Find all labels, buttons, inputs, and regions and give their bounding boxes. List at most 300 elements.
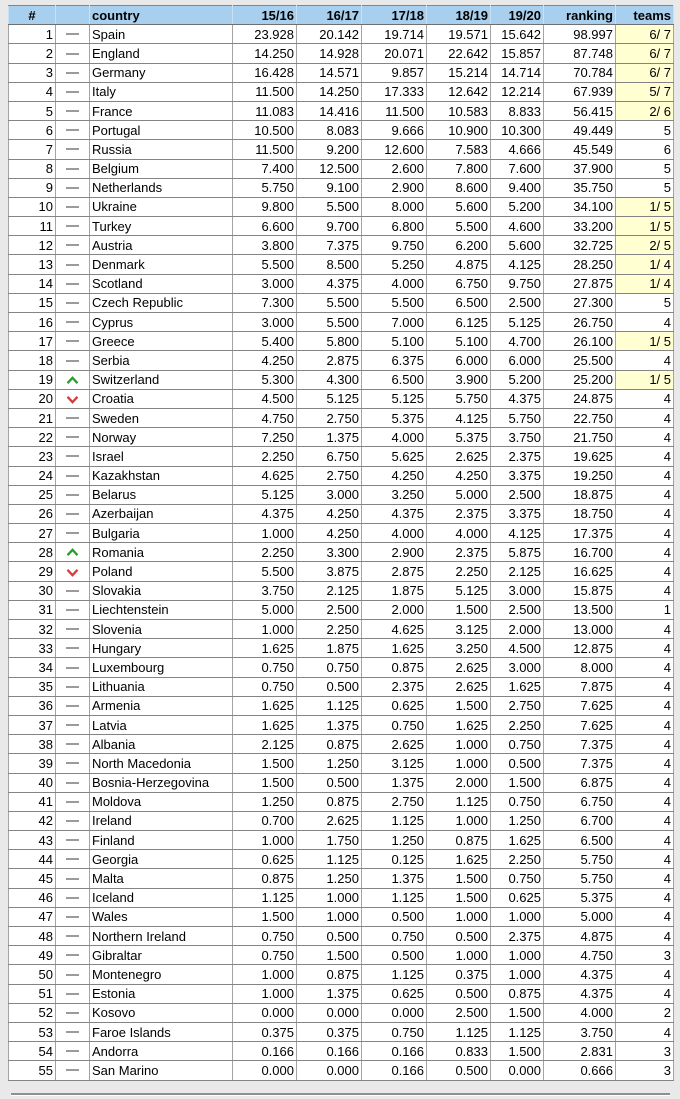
teams-cell: 6/ 7 xyxy=(616,63,674,82)
teams-cell: 4 xyxy=(616,965,674,984)
rank-cell: 2 xyxy=(9,44,56,63)
season-cell: 9.800 xyxy=(233,197,297,216)
movement-cell xyxy=(56,466,90,485)
season-cell: 1.000 xyxy=(427,754,491,773)
dash-icon xyxy=(66,782,79,784)
ranking-cell: 6.700 xyxy=(544,811,616,830)
season-cell: 4.000 xyxy=(362,524,427,543)
movement-cell xyxy=(56,63,90,82)
table-row xyxy=(9,428,674,447)
season-cell: 1.500 xyxy=(491,1042,544,1061)
dash-icon xyxy=(66,148,79,150)
season-cell: 5.750 xyxy=(233,178,297,197)
country-cell: Romania xyxy=(90,543,233,562)
season-cell: 6.750 xyxy=(427,274,491,293)
season-cell: 1.500 xyxy=(427,600,491,619)
season-cell: 14.928 xyxy=(297,44,362,63)
teams-cell: 4 xyxy=(616,831,674,850)
rank-cell: 41 xyxy=(9,792,56,811)
season-cell: 5.875 xyxy=(491,543,544,562)
ranking-cell: 16.700 xyxy=(544,543,616,562)
movement-cell xyxy=(56,101,90,120)
ranking-cell: 4.875 xyxy=(544,927,616,946)
country-ranking-table xyxy=(8,5,674,1081)
dash-icon xyxy=(66,1069,79,1071)
movement-cell xyxy=(56,293,90,312)
ranking-cell: 49.449 xyxy=(544,121,616,140)
season-cell: 5.625 xyxy=(362,447,427,466)
movement-cell xyxy=(56,639,90,658)
country-cell: Poland xyxy=(90,562,233,581)
season-cell: 9.200 xyxy=(297,140,362,159)
season-cell: 0.833 xyxy=(427,1042,491,1061)
dash-icon xyxy=(66,686,79,688)
dash-icon xyxy=(66,532,79,534)
ranking-cell: 16.625 xyxy=(544,562,616,581)
ranking-cell: 18.750 xyxy=(544,504,616,523)
season-cell: 1.500 xyxy=(233,754,297,773)
dash-icon xyxy=(66,762,79,764)
season-cell: 0.500 xyxy=(491,754,544,773)
dash-icon xyxy=(66,743,79,745)
teams-cell: 3 xyxy=(616,946,674,965)
dash-icon xyxy=(66,53,79,55)
season-cell: 2.375 xyxy=(491,927,544,946)
country-cell: Lithuania xyxy=(90,677,233,696)
teams-cell: 4 xyxy=(616,581,674,600)
season-cell: 0.625 xyxy=(362,696,427,715)
season-cell: 2.250 xyxy=(233,543,297,562)
season-cell: 14.714 xyxy=(491,63,544,82)
rank-cell: 29 xyxy=(9,562,56,581)
country-cell: Georgia xyxy=(90,850,233,869)
table-row xyxy=(9,82,674,101)
season-cell: 3.375 xyxy=(491,504,544,523)
season-cell: 5.125 xyxy=(362,389,427,408)
season-cell: 5.200 xyxy=(491,370,544,389)
dash-icon xyxy=(66,494,79,496)
dash-icon xyxy=(66,417,79,419)
dash-icon xyxy=(66,667,79,669)
season-cell: 0.000 xyxy=(233,1061,297,1080)
dash-icon xyxy=(66,72,79,74)
season-cell: 3.000 xyxy=(491,581,544,600)
movement-cell xyxy=(56,600,90,619)
season-cell: 1.000 xyxy=(427,907,491,926)
season-cell: 9.100 xyxy=(297,178,362,197)
season-cell: 1.000 xyxy=(233,984,297,1003)
season-cell: 2.125 xyxy=(491,562,544,581)
table-row xyxy=(9,274,674,293)
table-row xyxy=(9,1003,674,1022)
dash-icon xyxy=(66,724,79,726)
teams-cell: 1/ 5 xyxy=(616,370,674,389)
season-cell: 2.600 xyxy=(362,159,427,178)
season-cell: 0.500 xyxy=(427,927,491,946)
movement-cell xyxy=(56,44,90,63)
ranking-cell: 7.625 xyxy=(544,696,616,715)
country-cell: Iceland xyxy=(90,888,233,907)
season-cell: 1.625 xyxy=(491,677,544,696)
table-row xyxy=(9,1061,674,1080)
rank-cell: 34 xyxy=(9,658,56,677)
country-cell: Belarus xyxy=(90,485,233,504)
movement-cell xyxy=(56,274,90,293)
season-cell: 5.100 xyxy=(427,332,491,351)
movement-cell xyxy=(56,696,90,715)
table-row xyxy=(9,984,674,1003)
season-cell: 1.500 xyxy=(297,946,362,965)
ranking-cell: 18.875 xyxy=(544,485,616,504)
ranking-cell: 6.500 xyxy=(544,831,616,850)
dash-icon xyxy=(66,302,79,304)
season-cell: 2.625 xyxy=(297,811,362,830)
table-row xyxy=(9,946,674,965)
table-row xyxy=(9,44,674,63)
season-cell: 7.600 xyxy=(491,159,544,178)
country-cell: Switzerland xyxy=(90,370,233,389)
movement-cell xyxy=(56,1042,90,1061)
season-cell: 0.500 xyxy=(362,907,427,926)
season-cell: 5.125 xyxy=(491,313,544,332)
season-cell: 14.571 xyxy=(297,63,362,82)
season-cell: 7.250 xyxy=(233,428,297,447)
season-cell: 4.125 xyxy=(491,524,544,543)
season-cell: 3.750 xyxy=(491,428,544,447)
season-cell: 3.800 xyxy=(233,236,297,255)
season-cell: 2.125 xyxy=(297,581,362,600)
table-row xyxy=(9,293,674,312)
table-row xyxy=(9,178,674,197)
season-cell: 0.000 xyxy=(491,1061,544,1080)
season-cell: 5.750 xyxy=(427,389,491,408)
season-cell: 20.142 xyxy=(297,25,362,44)
teams-cell: 5 xyxy=(616,293,674,312)
table-row xyxy=(9,715,674,734)
teams-cell: 2/ 5 xyxy=(616,236,674,255)
movement-cell xyxy=(56,946,90,965)
season-cell: 4.000 xyxy=(362,274,427,293)
season-cell: 1.000 xyxy=(297,907,362,926)
season-cell: 5.500 xyxy=(233,255,297,274)
movement-cell xyxy=(56,927,90,946)
season-cell: 5.600 xyxy=(491,236,544,255)
table-row xyxy=(9,869,674,888)
season-cell: 1.500 xyxy=(427,888,491,907)
rank-cell: 22 xyxy=(9,428,56,447)
teams-cell: 4 xyxy=(616,313,674,332)
season-cell: 17.333 xyxy=(362,82,427,101)
ranking-cell: 37.900 xyxy=(544,159,616,178)
ranking-cell: 5.750 xyxy=(544,850,616,869)
season-cell: 1.125 xyxy=(297,696,362,715)
season-cell: 2.750 xyxy=(297,466,362,485)
country-cell: Cyprus xyxy=(90,313,233,332)
country-cell: Spain xyxy=(90,25,233,44)
season-cell: 0.750 xyxy=(233,946,297,965)
country-cell: Netherlands xyxy=(90,178,233,197)
ranking-cell: 4.375 xyxy=(544,965,616,984)
teams-cell: 6/ 7 xyxy=(616,44,674,63)
season-cell: 0.750 xyxy=(491,869,544,888)
rank-cell: 11 xyxy=(9,217,56,236)
country-cell: Ireland xyxy=(90,811,233,830)
season-cell: 2.500 xyxy=(491,485,544,504)
dash-icon xyxy=(66,820,79,822)
season-cell: 1.125 xyxy=(427,792,491,811)
teams-cell: 4 xyxy=(616,658,674,677)
rank-cell: 15 xyxy=(9,293,56,312)
table-row xyxy=(9,63,674,82)
movement-cell xyxy=(56,1022,90,1041)
ranking-cell: 22.750 xyxy=(544,408,616,427)
season-cell: 2.375 xyxy=(491,447,544,466)
movement-cell xyxy=(56,389,90,408)
season-cell: 0.500 xyxy=(297,773,362,792)
season-cell: 1.625 xyxy=(427,715,491,734)
movement-cell xyxy=(56,447,90,466)
season-cell: 1.000 xyxy=(491,946,544,965)
season-cell: 4.600 xyxy=(491,217,544,236)
country-cell: Liechtenstein xyxy=(90,600,233,619)
rank-cell: 18 xyxy=(9,351,56,370)
season-cell: 1.000 xyxy=(233,620,297,639)
country-cell: Montenegro xyxy=(90,965,233,984)
table-row xyxy=(9,811,674,830)
season-cell: 1.250 xyxy=(233,792,297,811)
table-row xyxy=(9,677,674,696)
movement-cell xyxy=(56,524,90,543)
season-cell: 4.300 xyxy=(297,370,362,389)
season-cell: 0.875 xyxy=(362,658,427,677)
ranking-cell: 70.784 xyxy=(544,63,616,82)
dash-icon xyxy=(66,935,79,937)
country-cell: Israel xyxy=(90,447,233,466)
season-cell: 1.625 xyxy=(491,831,544,850)
season-cell: 0.875 xyxy=(297,735,362,754)
season-cell: 3.375 xyxy=(491,466,544,485)
season-cell: 5.400 xyxy=(233,332,297,351)
dash-icon xyxy=(66,436,79,438)
season-cell: 1.000 xyxy=(297,888,362,907)
season-cell: 1.500 xyxy=(427,869,491,888)
season-cell: 1.500 xyxy=(491,773,544,792)
season-cell: 0.500 xyxy=(427,1061,491,1080)
season-cell: 4.250 xyxy=(233,351,297,370)
movement-cell xyxy=(56,197,90,216)
season-cell: 0.000 xyxy=(233,1003,297,1022)
season-cell: 1.000 xyxy=(427,811,491,830)
season-cell: 5.600 xyxy=(427,197,491,216)
season-cell: 2.750 xyxy=(297,408,362,427)
country-cell: Serbia xyxy=(90,351,233,370)
dash-icon xyxy=(66,858,79,860)
rank-cell: 33 xyxy=(9,639,56,658)
ranking-cell: 27.875 xyxy=(544,274,616,293)
ranking-cell: 56.415 xyxy=(544,101,616,120)
ranking-cell: 27.300 xyxy=(544,293,616,312)
table-row xyxy=(9,907,674,926)
teams-cell: 4 xyxy=(616,389,674,408)
teams-cell: 1 xyxy=(616,600,674,619)
season-cell: 3.250 xyxy=(362,485,427,504)
season-cell: 6.600 xyxy=(233,217,297,236)
rank-cell: 45 xyxy=(9,869,56,888)
column-header-s1617: 16/17 xyxy=(297,6,362,25)
season-cell: 1.250 xyxy=(297,869,362,888)
season-cell: 4.625 xyxy=(233,466,297,485)
season-cell: 2.000 xyxy=(427,773,491,792)
season-cell: 3.875 xyxy=(297,562,362,581)
movement-cell xyxy=(56,504,90,523)
ranking-cell: 98.997 xyxy=(544,25,616,44)
season-cell: 0.750 xyxy=(491,735,544,754)
column-header-s1718: 17/18 xyxy=(362,6,427,25)
movement-cell xyxy=(56,562,90,581)
movement-cell xyxy=(56,543,90,562)
dash-icon xyxy=(66,321,79,323)
teams-cell: 4 xyxy=(616,927,674,946)
table-row xyxy=(9,313,674,332)
ranking-cell: 87.748 xyxy=(544,44,616,63)
season-cell: 1.250 xyxy=(362,831,427,850)
season-cell: 1.375 xyxy=(297,984,362,1003)
teams-cell: 5 xyxy=(616,178,674,197)
table-row xyxy=(9,658,674,677)
dash-icon xyxy=(66,609,79,611)
season-cell: 1.875 xyxy=(362,581,427,600)
rank-cell: 28 xyxy=(9,543,56,562)
season-cell: 8.600 xyxy=(427,178,491,197)
dash-icon xyxy=(66,187,79,189)
season-cell: 2.750 xyxy=(491,696,544,715)
table-row xyxy=(9,696,674,715)
season-cell: 5.500 xyxy=(297,293,362,312)
teams-cell: 4 xyxy=(616,677,674,696)
season-cell: 0.875 xyxy=(233,869,297,888)
rank-cell: 48 xyxy=(9,927,56,946)
ranking-cell: 32.725 xyxy=(544,236,616,255)
season-cell: 3.750 xyxy=(233,581,297,600)
season-cell: 10.300 xyxy=(491,121,544,140)
teams-cell: 4 xyxy=(616,811,674,830)
ranking-cell: 13.500 xyxy=(544,600,616,619)
rank-cell: 17 xyxy=(9,332,56,351)
season-cell: 2.375 xyxy=(427,543,491,562)
season-cell: 1.750 xyxy=(297,831,362,850)
dash-icon xyxy=(66,206,79,208)
season-cell: 9.666 xyxy=(362,121,427,140)
season-cell: 3.900 xyxy=(427,370,491,389)
rank-cell: 21 xyxy=(9,408,56,427)
season-cell: 2.250 xyxy=(297,620,362,639)
season-cell: 0.375 xyxy=(427,965,491,984)
rank-cell: 53 xyxy=(9,1022,56,1041)
season-cell: 11.500 xyxy=(233,82,297,101)
teams-cell: 4 xyxy=(616,620,674,639)
season-cell: 14.250 xyxy=(233,44,297,63)
season-cell: 6.500 xyxy=(362,370,427,389)
season-cell: 2.250 xyxy=(233,447,297,466)
season-cell: 4.250 xyxy=(297,504,362,523)
chevron-down-icon xyxy=(66,568,79,577)
country-cell: Azerbaijan xyxy=(90,504,233,523)
country-cell: Bulgaria xyxy=(90,524,233,543)
rank-cell: 40 xyxy=(9,773,56,792)
season-cell: 5.500 xyxy=(362,293,427,312)
table-row xyxy=(9,754,674,773)
ranking-cell: 45.549 xyxy=(544,140,616,159)
teams-cell: 4 xyxy=(616,485,674,504)
dash-icon xyxy=(66,916,79,918)
season-cell: 12.500 xyxy=(297,159,362,178)
movement-cell xyxy=(56,1003,90,1022)
table-row xyxy=(9,831,674,850)
rank-cell: 19 xyxy=(9,370,56,389)
country-cell: Slovenia xyxy=(90,620,233,639)
rank-cell: 52 xyxy=(9,1003,56,1022)
season-cell: 1.500 xyxy=(491,1003,544,1022)
season-cell: 9.857 xyxy=(362,63,427,82)
movement-cell xyxy=(56,25,90,44)
season-cell: 4.250 xyxy=(362,466,427,485)
dash-icon xyxy=(66,110,79,112)
table-row xyxy=(9,792,674,811)
dash-icon xyxy=(66,993,79,995)
ranking-cell: 17.375 xyxy=(544,524,616,543)
chevron-up-icon xyxy=(66,376,79,385)
season-cell: 7.800 xyxy=(427,159,491,178)
teams-cell: 5 xyxy=(616,121,674,140)
season-cell: 1.250 xyxy=(491,811,544,830)
country-cell: Germany xyxy=(90,63,233,82)
table-body xyxy=(9,25,674,1080)
dash-icon xyxy=(66,801,79,803)
chevron-down-icon xyxy=(66,395,79,404)
season-cell: 1.625 xyxy=(427,850,491,869)
rank-cell: 55 xyxy=(9,1061,56,1080)
teams-cell: 4 xyxy=(616,907,674,926)
season-cell: 4.375 xyxy=(233,504,297,523)
season-cell: 0.500 xyxy=(297,927,362,946)
rank-cell: 39 xyxy=(9,754,56,773)
country-cell: Estonia xyxy=(90,984,233,1003)
teams-cell: 4 xyxy=(616,408,674,427)
teams-cell: 4 xyxy=(616,888,674,907)
season-cell: 1.625 xyxy=(233,715,297,734)
teams-cell: 4 xyxy=(616,735,674,754)
season-cell: 3.000 xyxy=(233,274,297,293)
rank-cell: 13 xyxy=(9,255,56,274)
season-cell: 9.750 xyxy=(491,274,544,293)
table-row xyxy=(9,888,674,907)
season-cell: 1.125 xyxy=(362,811,427,830)
season-cell: 0.700 xyxy=(233,811,297,830)
teams-cell: 1/ 5 xyxy=(616,332,674,351)
rank-cell: 31 xyxy=(9,600,56,619)
column-header-rank: # xyxy=(9,6,56,25)
season-cell: 0.750 xyxy=(362,1022,427,1041)
season-cell: 9.750 xyxy=(362,236,427,255)
ranking-cell: 7.875 xyxy=(544,677,616,696)
season-cell: 2.625 xyxy=(427,658,491,677)
table-row xyxy=(9,121,674,140)
table-row xyxy=(9,850,674,869)
country-cell: Bosnia-Herzegovina xyxy=(90,773,233,792)
teams-cell: 4 xyxy=(616,351,674,370)
movement-cell xyxy=(56,754,90,773)
table-row xyxy=(9,600,674,619)
